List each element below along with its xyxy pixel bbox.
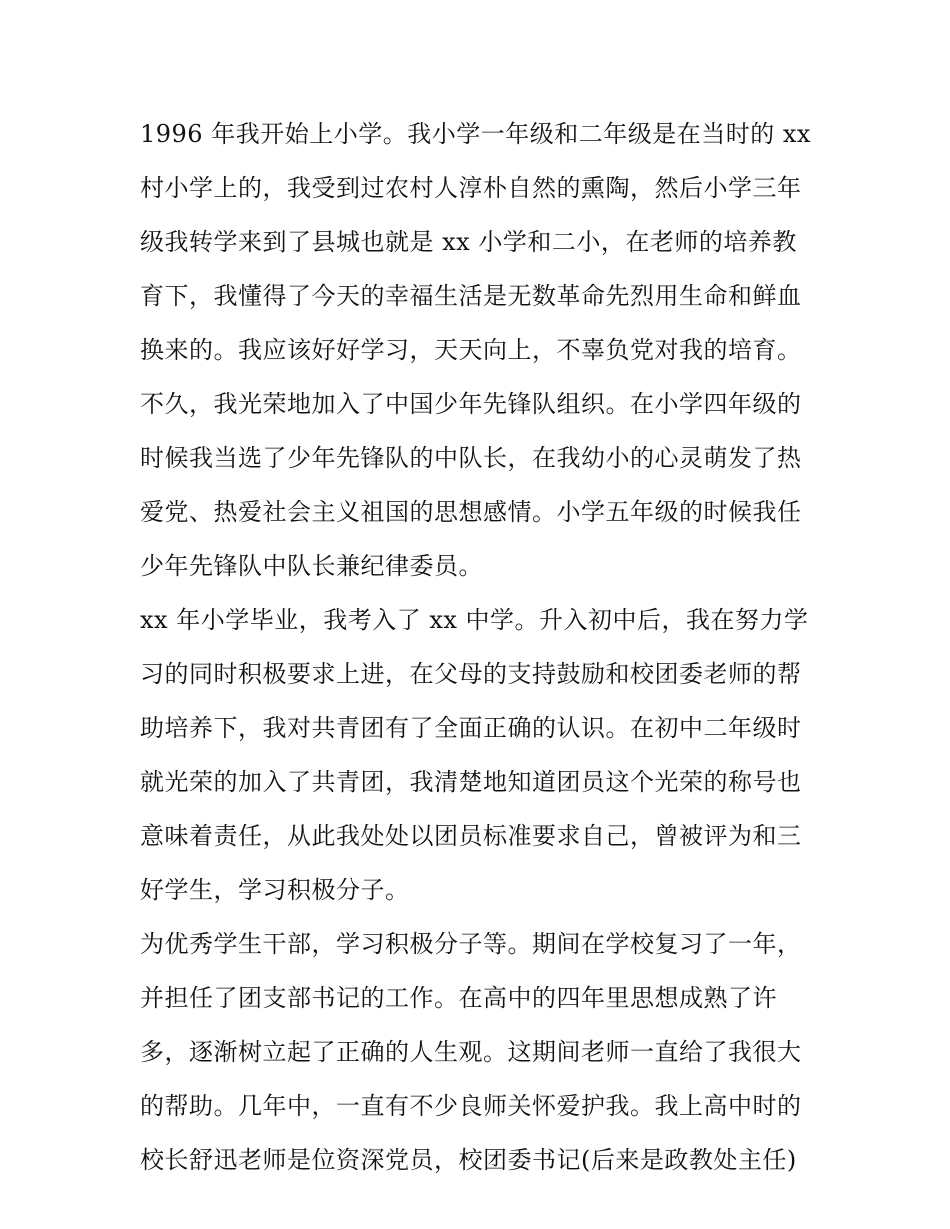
text-line: 意味着责任，从此我处处以团员标准要求自己，曾被评为和三	[140, 822, 802, 850]
text-line: 习的同时积极要求上进，在父母的支持鼓励和校团委老师的帮	[140, 660, 802, 688]
text-line: 为优秀学生干部，学习积极分子等。期间在学校复习了一年，	[140, 930, 802, 958]
text-line: 爱党、热爱社会主义祖国的思想感情。小学五年级的时候我任	[140, 498, 802, 526]
text-line: 校长舒迅老师是位资深党员，校团委书记(后来是政教处主任)	[140, 1146, 797, 1174]
text-line: 助培养下，我对共青团有了全面正确的认识。在初中二年级时	[140, 714, 802, 742]
text-line: 育下，我懂得了今天的幸福生活是无数革命先烈用生命和鲜血	[140, 282, 802, 310]
text-line: 村小学上的，我受到过农村人淳朴自然的熏陶，然后小学三年	[140, 174, 802, 202]
text-line: 的帮助。几年中，一直有不少良师关怀爱护我。我上高中时的	[140, 1092, 802, 1120]
text-line: 1996 年我开始上小学。我小学一年级和二年级是在当时的 xx	[140, 120, 811, 148]
text-line: 并担任了团支部书记的工作。在高中的四年里思想成熟了许	[140, 984, 777, 1012]
text-line: 不久，我光荣地加入了中国少年先锋队组织。在小学四年级的	[140, 390, 802, 418]
text-line: xx 年小学毕业，我考入了 xx 中学。升入初中后，我在努力学	[140, 606, 809, 634]
text-line: 时候我当选了少年先锋队的中队长，在我幼小的心灵萌发了热	[140, 444, 802, 472]
text-line: 好学生，学习积极分子。	[140, 876, 410, 904]
text-line: 换来的。我应该好好学习，天天向上，不辜负党对我的培育。	[140, 336, 802, 364]
text-line: 就光荣的加入了共青团，我清楚地知道团员这个光荣的称号也	[140, 768, 802, 796]
text-line: 多，逐渐树立起了正确的人生观。这期间老师一直给了我很大	[140, 1038, 802, 1066]
text-line: 少年先锋队中队长兼纪律委员。	[140, 552, 483, 580]
text-line: 级我转学来到了县城也就是 xx 小学和二小，在老师的培养教	[140, 228, 797, 256]
